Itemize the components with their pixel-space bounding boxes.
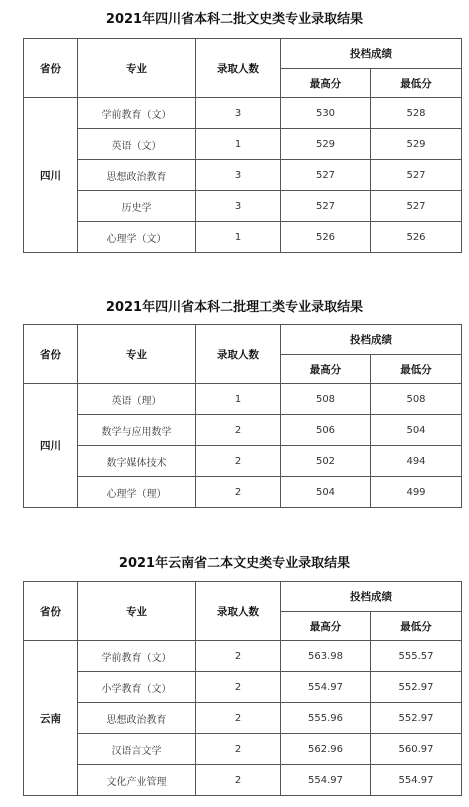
min-score-cell: 527: [371, 160, 462, 191]
max-score-cell: 506: [281, 415, 371, 446]
major-cell: 心理学（理）: [78, 477, 196, 508]
count-cell: 3: [196, 191, 281, 222]
header-major: 专业: [78, 325, 196, 384]
count-cell: 3: [196, 98, 281, 129]
min-score-cell: 552.97: [371, 703, 462, 734]
major-cell: 汉语言文学: [78, 734, 196, 765]
table-row: [24, 765, 462, 796]
major-cell: 英语（文）: [78, 129, 196, 160]
max-score-cell: 529: [281, 129, 371, 160]
count-cell: 1: [196, 384, 281, 415]
major-cell: 思想政治教育: [78, 703, 196, 734]
header-max-score: 最高分: [281, 355, 371, 384]
header-max-score: 最高分: [281, 69, 371, 98]
major-cell: 小学教育（文）: [78, 672, 196, 703]
max-score-cell: 508: [281, 384, 371, 415]
table-title: 2021年云南省二本文史类专业录取结果: [118, 556, 351, 571]
count-cell: 2: [196, 765, 281, 796]
min-score-cell: 552.97: [371, 672, 462, 703]
header-admitted: 录取人数: [196, 39, 281, 98]
admission-table-1: [23, 38, 462, 253]
max-score-cell: 563.98: [281, 641, 371, 672]
province-cell: 四川: [24, 98, 78, 253]
table-row: [24, 703, 462, 734]
count-cell: 2: [196, 415, 281, 446]
header-max-score: 最高分: [281, 612, 371, 641]
table-row: [24, 160, 462, 191]
count-cell: 2: [196, 672, 281, 703]
min-score-cell: 529: [371, 129, 462, 160]
major-cell: 思想政治教育: [78, 160, 196, 191]
count-cell: 1: [196, 222, 281, 253]
max-score-cell: 527: [281, 160, 371, 191]
min-score-cell: 555.57: [371, 641, 462, 672]
header-major: 专业: [78, 39, 196, 98]
major-cell: 心理学（文）: [78, 222, 196, 253]
province-cell: 云南: [24, 641, 78, 796]
province-cell: 四川: [24, 384, 78, 508]
table-row: [24, 672, 462, 703]
min-score-cell: 527: [371, 191, 462, 222]
header-min-score: 最低分: [371, 69, 462, 98]
table-row: [24, 641, 462, 672]
header-major: 专业: [78, 582, 196, 641]
count-cell: 2: [196, 446, 281, 477]
min-score-cell: 504: [371, 415, 462, 446]
table-row: [24, 446, 462, 477]
min-score-cell: 528: [371, 98, 462, 129]
table-title: 2021年四川省本科二批理工类专业录取结果: [105, 300, 364, 315]
max-score-cell: 526: [281, 222, 371, 253]
table-row: [24, 477, 462, 508]
min-score-cell: 494: [371, 446, 462, 477]
header-province: 省份: [24, 582, 78, 641]
major-cell: 文化产业管理: [78, 765, 196, 796]
count-cell: 2: [196, 734, 281, 765]
table-row: [24, 222, 462, 253]
min-score-cell: 554.97: [371, 765, 462, 796]
min-score-cell: 499: [371, 477, 462, 508]
header-admitted: 录取人数: [196, 582, 281, 641]
count-cell: 3: [196, 160, 281, 191]
admission-table-3: [23, 581, 462, 796]
min-score-cell: 526: [371, 222, 462, 253]
max-score-cell: 555.96: [281, 703, 371, 734]
header-province: 省份: [24, 39, 78, 98]
table-row: [24, 734, 462, 765]
header-score-group: 投档成绩: [281, 39, 462, 69]
min-score-cell: 560.97: [371, 734, 462, 765]
table-row: [24, 384, 462, 415]
max-score-cell: 562.96: [281, 734, 371, 765]
max-score-cell: 502: [281, 446, 371, 477]
header-province: 省份: [24, 325, 78, 384]
table-row: [24, 98, 462, 129]
header-min-score: 最低分: [371, 355, 462, 384]
header-score-group: 投档成绩: [281, 582, 462, 612]
table-row: [24, 415, 462, 446]
table-row: [24, 129, 462, 160]
major-cell: 学前教育（文）: [78, 98, 196, 129]
major-cell: 英语（理）: [78, 384, 196, 415]
max-score-cell: 554.97: [281, 672, 371, 703]
count-cell: 2: [196, 477, 281, 508]
admission-table-2: [23, 324, 462, 508]
max-score-cell: 527: [281, 191, 371, 222]
table-title: 2021年四川省本科二批文史类专业录取结果: [105, 12, 364, 27]
major-cell: 历史学: [78, 191, 196, 222]
major-cell: 学前教育（文）: [78, 641, 196, 672]
count-cell: 2: [196, 641, 281, 672]
major-cell: 数学与应用数学: [78, 415, 196, 446]
count-cell: 2: [196, 703, 281, 734]
count-cell: 1: [196, 129, 281, 160]
max-score-cell: 554.97: [281, 765, 371, 796]
max-score-cell: 504: [281, 477, 371, 508]
max-score-cell: 530: [281, 98, 371, 129]
min-score-cell: 508: [371, 384, 462, 415]
table-row: [24, 191, 462, 222]
header-score-group: 投档成绩: [281, 325, 462, 355]
header-admitted: 录取人数: [196, 325, 281, 384]
major-cell: 数字媒体技术: [78, 446, 196, 477]
header-min-score: 最低分: [371, 612, 462, 641]
